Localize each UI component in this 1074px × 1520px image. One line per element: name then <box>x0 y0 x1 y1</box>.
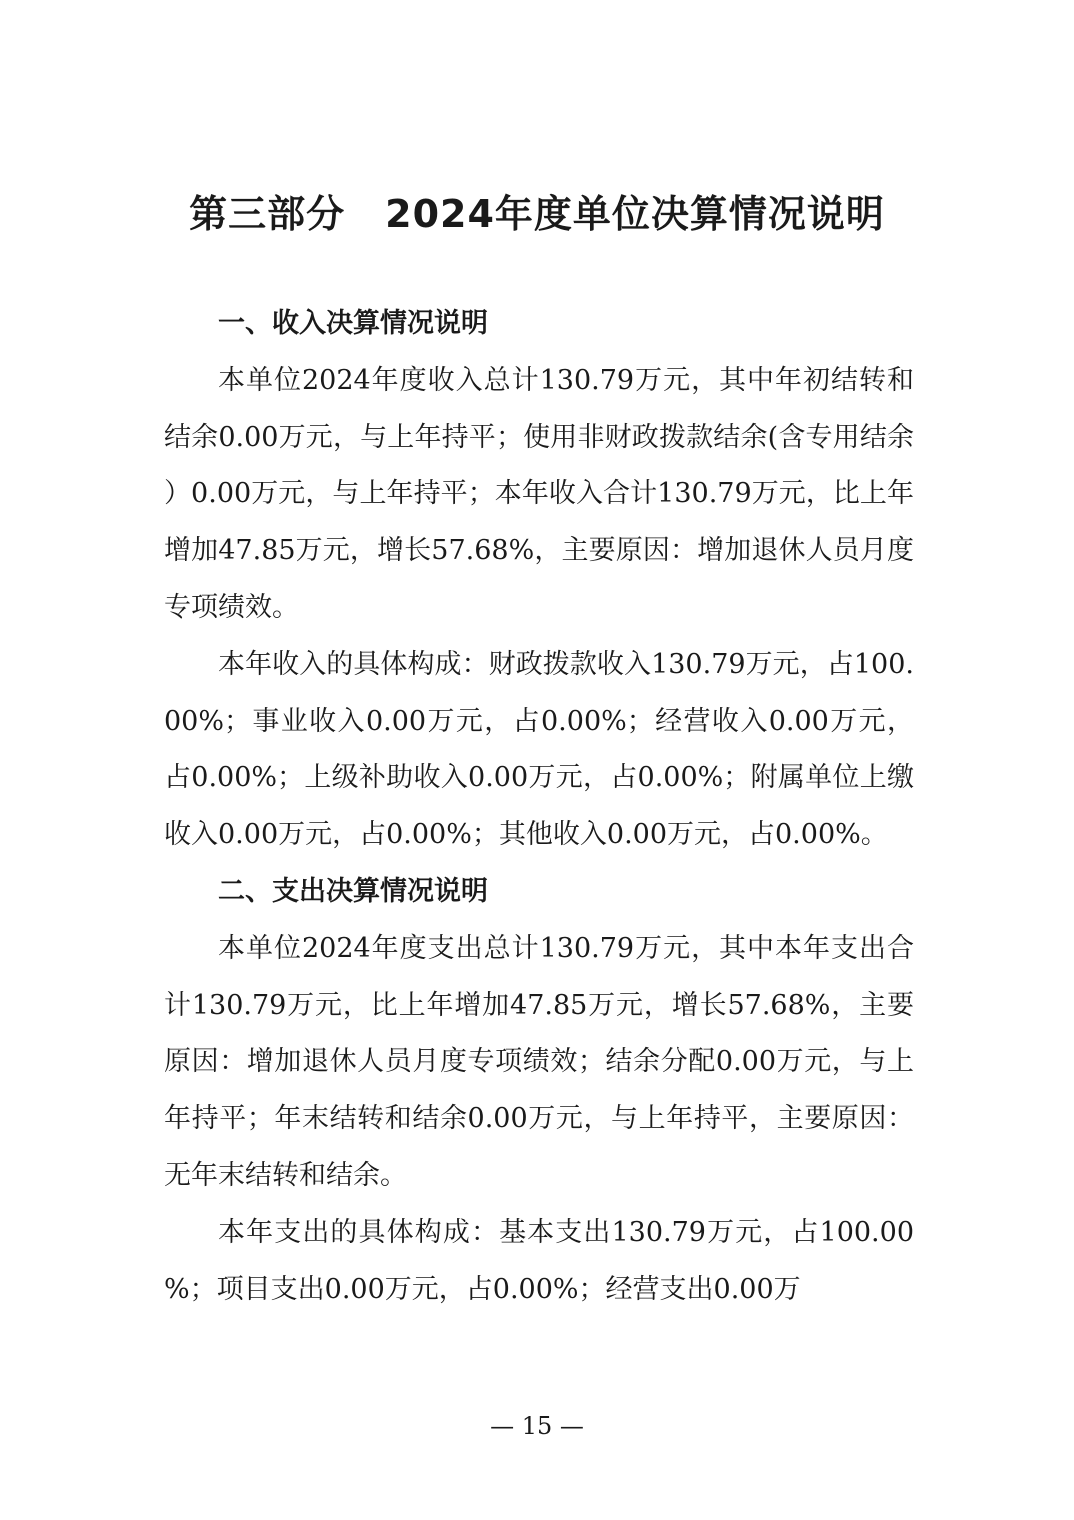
page-title <box>0 186 1074 242</box>
section-heading-income: 一、收入决算情况说明 <box>218 308 488 339</box>
income-summary-paragraph: 本单位2024年度收入总计130.79万元，其中年初结转和结余0.00万元，与上年持平；使用非财政拨款结余(含专用结余）0.00万元，与上年持平；本年收入合计130.79万元，比上年增加47.85万元，增长57.68%，主要原因：增加退休人员月度专项绩效。 <box>164 364 914 623</box>
document-body <box>164 296 914 1318</box>
expenditure-summary-paragraph: 本单位2024年度支出总计130.79万元，其中本年支出合计130.79万元，比上年增加47.85万元，增长57.68%，主要原因：增加退休人员月度专项绩效；结余分配0.00万元，与上年持平；年末结转和结余0.00万元，与上年持平，主要原因：无年末结转和结余。 <box>164 932 914 1191</box>
section-heading-expenditure: 二、支出决算情况说明 <box>218 875 488 907</box>
title-part: 第三部分 <box>189 192 346 236</box>
page-number: — 15 — <box>490 1412 584 1440</box>
income-composition-paragraph: 本年收入的具体构成：财政拨款收入130.79万元，占100.00%；事业收入0.00万元，占0.00%；经营收入0.00万元，占0.00%；上级补助收入0.00万元，占0.00%；附属单位上缴收入0.00万元，占0.00%；其他收入0.00万元，占0.00%。 <box>164 648 914 851</box>
title-name: 2024年度单位决算情况说明 <box>385 192 885 236</box>
expenditure-composition-paragraph: 本年支出的具体构成：基本支出130.79万元，占100.00%；项目支出0.00万元，占0.00%；经营支出0.00万 <box>164 1216 914 1305</box>
